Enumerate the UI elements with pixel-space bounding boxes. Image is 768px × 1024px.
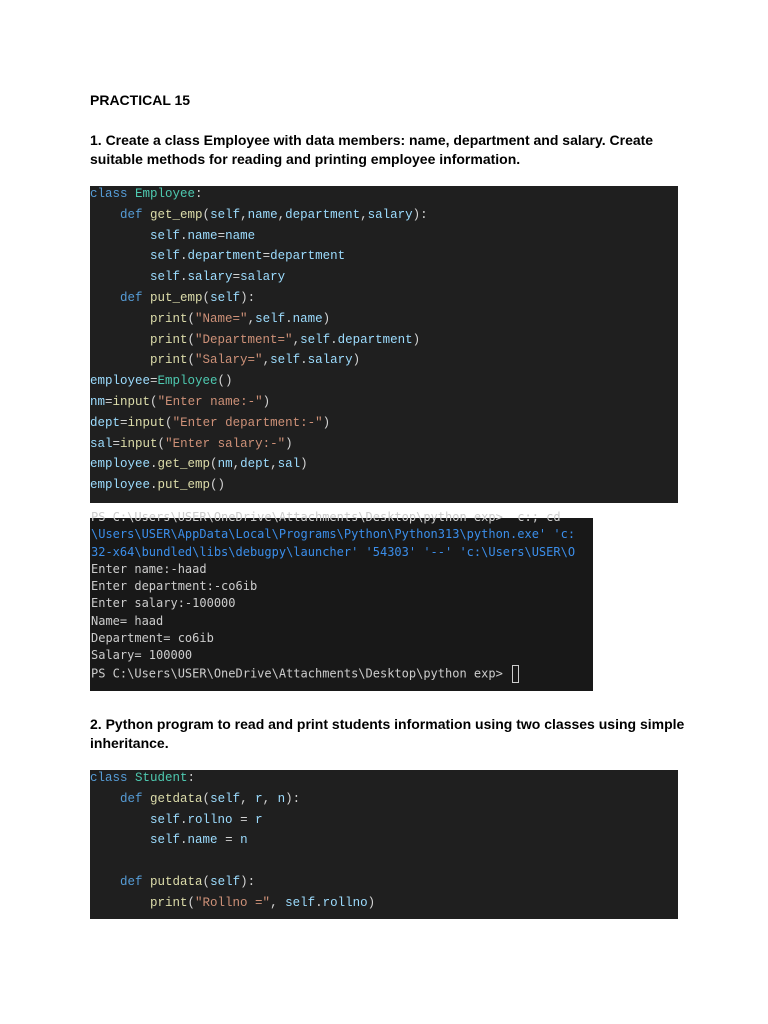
question-2-text: 2. Python program to read and print students information using two classes using simple inheritance. bbox=[90, 716, 685, 751]
code-token: ) bbox=[322, 311, 331, 326]
terminal-line bbox=[90, 561, 593, 578]
code-line bbox=[90, 392, 678, 413]
code-token bbox=[90, 291, 120, 305]
code-token: self bbox=[255, 311, 286, 326]
code-token: getdata bbox=[150, 791, 203, 806]
code-token: self bbox=[300, 332, 331, 347]
terminal-line bbox=[90, 665, 593, 682]
code-token: "Enter department:-" bbox=[172, 415, 323, 430]
code-token bbox=[90, 333, 150, 347]
code-token bbox=[90, 875, 120, 889]
code-token: = bbox=[217, 228, 226, 243]
code-token: , bbox=[270, 457, 278, 472]
code-token: ( bbox=[187, 353, 196, 368]
code-token bbox=[90, 792, 120, 806]
code-token: def bbox=[120, 207, 151, 222]
code-token bbox=[90, 249, 150, 263]
code-token: , bbox=[262, 791, 278, 806]
code-token: dept bbox=[240, 457, 271, 472]
terminal-line-text: 32-x64\bundled\libs\debugpy\launcher' '54303' '--' 'c:\Users\USER\O bbox=[91, 544, 576, 559]
terminal-line bbox=[90, 526, 593, 543]
code-token: putdata bbox=[150, 874, 203, 889]
code-token: n bbox=[277, 791, 286, 806]
code-token: salary bbox=[187, 270, 233, 285]
code-token: salary bbox=[367, 207, 413, 222]
code-token: . bbox=[180, 812, 188, 827]
code-token: Employee bbox=[157, 374, 218, 389]
code-token: "Salary=" bbox=[195, 353, 263, 368]
code-token: ) bbox=[262, 394, 271, 409]
code-token: . bbox=[180, 249, 188, 264]
terminal-line-text: Name= haad bbox=[91, 613, 164, 628]
code-token bbox=[90, 270, 150, 284]
code-token: department bbox=[285, 207, 361, 222]
code-token: def bbox=[120, 791, 151, 806]
code-token: self bbox=[210, 290, 241, 305]
terminal-line-text: PS C:\Users\USER\OneDrive\Attachments\Desktop\python exp> c:; cd bbox=[91, 510, 561, 524]
code-token: self bbox=[270, 353, 301, 368]
code-token: rollno bbox=[187, 812, 233, 827]
terminal-line-text: Salary= 100000 bbox=[91, 648, 193, 663]
code-line bbox=[90, 454, 678, 475]
code-token: () bbox=[217, 374, 233, 389]
code-token: ( bbox=[187, 311, 196, 326]
code-token: salary bbox=[307, 353, 353, 368]
code-line bbox=[90, 309, 678, 330]
code-token: def bbox=[120, 874, 151, 889]
code-token: ): bbox=[412, 207, 428, 222]
code-token: , bbox=[270, 895, 286, 910]
terminal-line bbox=[90, 647, 593, 664]
terminal-line-text: PS C:\Users\USER\OneDrive\Attachments\Desktop\python exp> bbox=[91, 666, 511, 681]
code-token: sal bbox=[277, 457, 301, 472]
code-token bbox=[90, 813, 150, 827]
code-token: nm bbox=[90, 394, 106, 409]
code-token: department bbox=[270, 249, 346, 264]
code-token: nm bbox=[217, 457, 233, 472]
code-token: : bbox=[195, 187, 203, 201]
code-token: = bbox=[150, 374, 158, 389]
code-token: "Enter name:-" bbox=[157, 394, 263, 409]
code-token: r bbox=[255, 791, 263, 806]
code-token: . bbox=[180, 833, 188, 848]
code-token: = bbox=[217, 833, 241, 848]
code-token: ) bbox=[300, 457, 308, 472]
code-token: ( bbox=[202, 874, 211, 889]
code-token: input bbox=[112, 394, 151, 409]
code-token: input bbox=[120, 436, 158, 451]
code-token bbox=[90, 229, 150, 243]
code-token: name bbox=[187, 228, 218, 243]
code-token: salary bbox=[240, 270, 286, 285]
code-token: . bbox=[300, 353, 308, 368]
code-line bbox=[90, 893, 678, 914]
code-token: put_emp bbox=[157, 478, 211, 493]
code-token: name bbox=[225, 228, 256, 243]
code-line bbox=[90, 810, 678, 831]
code-token: "Name=" bbox=[195, 311, 248, 326]
code-token: r bbox=[255, 812, 263, 827]
code-token: ): bbox=[240, 874, 256, 889]
code-token: self bbox=[150, 812, 181, 827]
code-token: ( bbox=[187, 332, 196, 347]
code-token: . bbox=[315, 895, 323, 910]
code-token: , bbox=[262, 353, 271, 368]
terminal-line-text: Enter name:-haad bbox=[91, 561, 207, 576]
code-token: put_emp bbox=[150, 290, 203, 305]
code-token: class bbox=[90, 187, 136, 201]
code-token: = bbox=[120, 415, 128, 430]
code-token: , bbox=[360, 207, 368, 222]
code-token: , bbox=[240, 207, 248, 222]
code-token: dept bbox=[90, 415, 121, 430]
code-token: Student bbox=[135, 771, 188, 785]
code-token: class bbox=[90, 771, 136, 785]
code-line bbox=[90, 226, 678, 247]
code-line bbox=[90, 246, 678, 267]
terminal-cursor bbox=[512, 665, 519, 683]
code-token: get_emp bbox=[157, 457, 211, 472]
terminal-line-text: Department= co6ib bbox=[91, 631, 214, 646]
code-token: = bbox=[262, 249, 271, 264]
code-token: ( bbox=[202, 290, 211, 305]
code-token: ) bbox=[322, 415, 331, 430]
code-token: self bbox=[150, 249, 181, 264]
code-token: Employee bbox=[135, 187, 196, 201]
code-token: "Rollno =" bbox=[195, 895, 271, 910]
code-line bbox=[90, 371, 678, 392]
code-token: . bbox=[330, 332, 338, 347]
code-line bbox=[90, 413, 678, 434]
code-token: rollno bbox=[322, 895, 368, 910]
code-token: () bbox=[210, 478, 226, 493]
code-token: self bbox=[210, 791, 241, 806]
code-token: print bbox=[150, 353, 188, 368]
code-token: ( bbox=[150, 394, 158, 409]
code-token: "Enter salary:-" bbox=[165, 436, 286, 451]
code-token: ( bbox=[165, 415, 173, 430]
code-token: self bbox=[210, 874, 241, 889]
code-token: ) bbox=[412, 332, 421, 347]
terminal-line bbox=[90, 613, 593, 630]
code-token: name bbox=[292, 311, 323, 326]
code-line bbox=[90, 768, 678, 789]
code-block-student bbox=[90, 770, 678, 919]
code-token: , bbox=[277, 207, 286, 222]
code-token: ) bbox=[352, 353, 361, 368]
code-line bbox=[90, 330, 678, 351]
code-token: , bbox=[240, 791, 256, 806]
code-token: department bbox=[337, 332, 413, 347]
code-token: get_emp bbox=[150, 207, 203, 222]
code-token: ( bbox=[187, 895, 196, 910]
code-line bbox=[90, 830, 678, 851]
code-token: ): bbox=[285, 791, 301, 806]
code-token: , bbox=[247, 311, 256, 326]
code-token: n bbox=[240, 833, 248, 848]
code-token: "Department=" bbox=[195, 332, 293, 347]
code-line bbox=[90, 184, 678, 205]
terminal-line bbox=[90, 544, 593, 561]
code-token: = bbox=[232, 270, 241, 285]
code-line bbox=[90, 851, 678, 872]
code-token bbox=[90, 833, 150, 847]
code-token: ) bbox=[285, 436, 293, 451]
code-token: employee bbox=[90, 457, 151, 472]
code-token bbox=[90, 208, 120, 222]
code-line bbox=[90, 872, 678, 893]
code-token: name bbox=[187, 833, 218, 848]
code-token: name bbox=[247, 207, 278, 222]
terminal-line bbox=[90, 595, 593, 612]
code-token: = bbox=[105, 394, 113, 409]
code-token: department bbox=[187, 249, 263, 264]
code-line bbox=[90, 267, 678, 288]
code-line bbox=[90, 350, 678, 371]
page-heading: PRACTICAL 15 bbox=[90, 92, 191, 108]
code-line bbox=[90, 288, 678, 309]
code-token bbox=[90, 312, 150, 326]
code-token: . bbox=[285, 311, 293, 326]
code-token: . bbox=[180, 270, 188, 285]
code-token: self bbox=[210, 207, 241, 222]
code-token: = bbox=[232, 812, 256, 827]
code-token: input bbox=[127, 415, 166, 430]
code-token: . bbox=[150, 457, 158, 472]
terminal-line bbox=[90, 578, 593, 595]
code-token: self bbox=[150, 833, 181, 848]
code-token: print bbox=[150, 332, 188, 347]
terminal-line bbox=[90, 509, 593, 526]
code-token: . bbox=[150, 478, 158, 493]
terminal-output bbox=[90, 510, 593, 691]
code-token bbox=[90, 353, 150, 367]
code-line bbox=[90, 205, 678, 226]
code-token: ( bbox=[202, 791, 211, 806]
code-line bbox=[90, 789, 678, 810]
code-token: ) bbox=[367, 895, 376, 910]
code-token: self bbox=[285, 895, 316, 910]
code-token: . bbox=[180, 228, 188, 243]
code-token: ( bbox=[157, 436, 166, 451]
code-token: sal bbox=[90, 436, 113, 451]
code-token bbox=[90, 896, 150, 910]
code-token: self bbox=[150, 228, 181, 243]
terminal-line-text: \Users\USER\AppData\Local\Programs\Python\Python313\python.exe' 'c: bbox=[91, 527, 576, 542]
code-token: ( bbox=[202, 207, 211, 222]
code-token: print bbox=[150, 895, 188, 910]
code-token: print bbox=[150, 311, 188, 326]
terminal-line-text: Enter department:-co6ib bbox=[91, 579, 258, 594]
terminal-line bbox=[90, 630, 593, 647]
code-token: = bbox=[112, 436, 121, 451]
code-token: ( bbox=[210, 457, 218, 472]
code-token: employee bbox=[90, 374, 151, 389]
terminal-line-text: Enter salary:-100000 bbox=[91, 596, 236, 611]
code-token: employee bbox=[90, 478, 151, 493]
code-token: , bbox=[232, 457, 241, 472]
code-token: : bbox=[187, 771, 196, 785]
code-token: , bbox=[292, 332, 301, 347]
code-line bbox=[90, 475, 678, 496]
code-token: self bbox=[150, 270, 181, 285]
code-line bbox=[90, 434, 678, 455]
code-token: def bbox=[120, 290, 151, 305]
code-block-employee bbox=[90, 186, 678, 503]
code-token: ): bbox=[240, 290, 256, 305]
question-1-text: 1. Create a class Employee with data members: name, department and salary. Create suitable methods for reading and printing employee information. bbox=[90, 132, 654, 167]
